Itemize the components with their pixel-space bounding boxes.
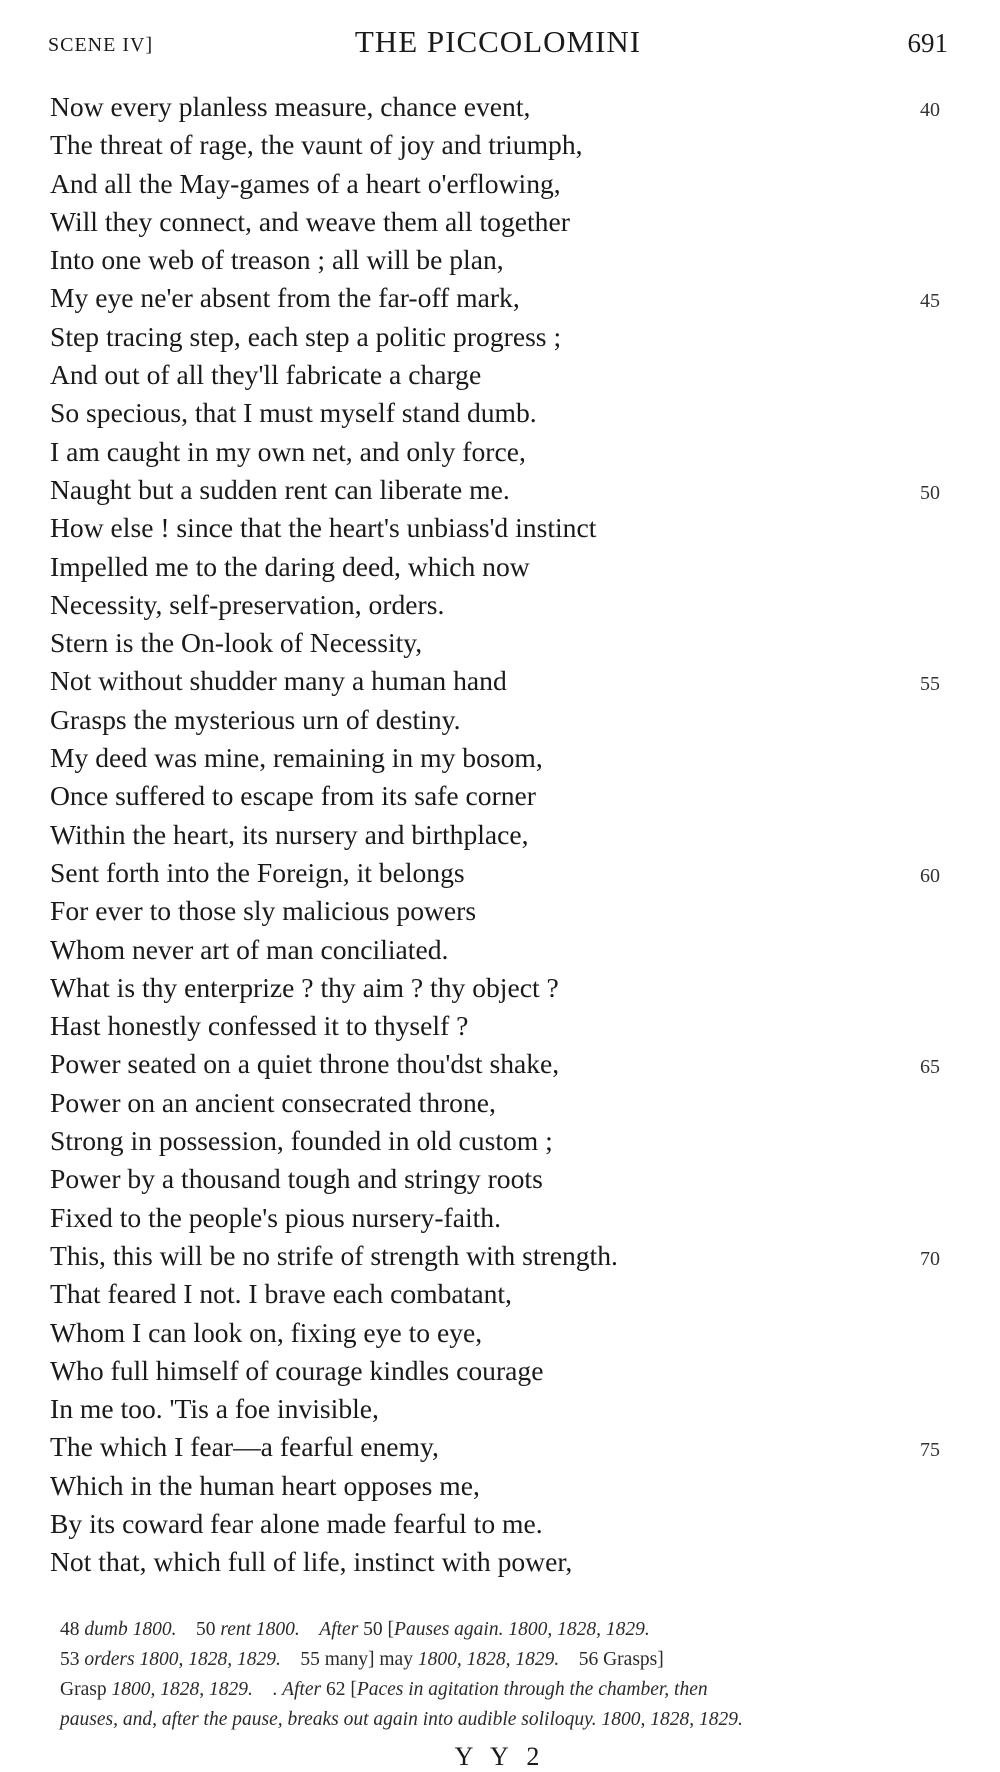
verse-line [50, 1352, 950, 1390]
note-text: pauses, and, after the pause, breaks out again into audible soliloquy. 1800, 1828, 1829. [60, 1709, 743, 1730]
page-number: 691 [907, 28, 948, 58]
verse-text: Impelled me to the daring deed, which now [50, 550, 530, 582]
line-number: 40 [920, 99, 940, 121]
note-line [60, 1675, 960, 1705]
verse-text: By its coward fear alone made fearful to me. [50, 1507, 543, 1539]
verse-text: Not without shudder many a human hand [50, 665, 507, 697]
verse-line [50, 1237, 950, 1275]
line-number: 55 [920, 673, 940, 696]
line-number: 65 [920, 1056, 940, 1079]
verse-line [50, 624, 950, 662]
verse-line [50, 1467, 950, 1505]
verse-text: Power seated on a quiet throne thou'dst shake, [50, 1048, 560, 1080]
verse-line [50, 1084, 950, 1122]
note-text: Pauses again. 1800, 1828, 1829. [394, 1619, 650, 1640]
verse-line [50, 816, 950, 854]
verse-text: Once suffered to escape from its safe corner [50, 780, 536, 812]
verse-line [50, 1122, 950, 1160]
verse-line [50, 394, 950, 432]
note-text: orders 1800, 1828, 1829. [84, 1649, 281, 1670]
verse-text: For ever to those sly malicious powers [50, 895, 477, 927]
verse-text: Whom never art of man conciliated. [50, 933, 449, 965]
verse-text: Strong in possession, founded in old custom ; [50, 1125, 553, 1157]
verse-line [50, 356, 950, 394]
verse-line [50, 548, 950, 586]
verse-line [50, 739, 950, 777]
verse-line [50, 586, 950, 624]
note-line [60, 1705, 960, 1735]
note-text: dumb 1800. [84, 1619, 177, 1640]
verse-text: Who full himself of courage kindles courage [50, 1354, 544, 1386]
note-text: 56 Grasps] [559, 1649, 664, 1670]
verse-text: Into one web of treason ; all will be plan, [50, 244, 504, 276]
verse-text: Step tracing step, each step a politic progress ; [50, 320, 562, 352]
verse-line [50, 1007, 950, 1045]
verse-text: Which in the human heart opposes me, [50, 1469, 480, 1501]
verse-text: I am caught in my own net, and only force, [50, 435, 526, 467]
verse-text: And all the May-games of a heart o'erflowing, [50, 167, 561, 199]
note-text [300, 1619, 320, 1640]
page-header [48, 24, 948, 64]
verse-text: My deed was mine, remaining in my bosom, [50, 742, 543, 774]
note-text: 55 many] may [280, 1649, 418, 1670]
verse-text: This, this will be no strife of strength with strength. [50, 1239, 618, 1271]
verse-text: And out of all they'll fabricate a charge [50, 359, 482, 391]
verse-line [50, 931, 950, 969]
verse-text: That feared I not. I brave each combatant, [50, 1278, 512, 1310]
verse-text: Sent forth into the Foreign, it belongs [50, 856, 465, 888]
verse-text: Power by a thousand tough and stringy roots [50, 1163, 543, 1195]
verse-line [50, 471, 950, 509]
verse-text: My eye ne'er absent from the far-off mark, [50, 282, 520, 314]
verse-line [50, 509, 950, 547]
verse-text: Stern is the On-look of Necessity, [50, 627, 423, 659]
printer-signature: Y Y 2 [454, 1742, 546, 1771]
verse-line [50, 701, 950, 739]
note-line [60, 1615, 960, 1645]
note-text: 62 [ [321, 1679, 357, 1700]
verse-text: The threat of rage, the vaunt of joy and triumph, [50, 129, 583, 161]
verse-line [50, 1160, 950, 1198]
note-text: 1800, 1828, 1829. [417, 1649, 560, 1670]
verse-text: Hast honestly confessed it to thyself ? [50, 1010, 469, 1042]
textual-notes [60, 1615, 960, 1735]
verse-line [50, 1543, 950, 1581]
verse-text: The which I fear—a fearful enemy, [50, 1431, 439, 1463]
verse-text: What is thy enterprize ? thy aim ? thy object ? [50, 971, 559, 1003]
note-text: After [319, 1619, 359, 1640]
note-text: 50 [ [358, 1619, 395, 1640]
note-text: . [252, 1679, 283, 1700]
verse-line [50, 88, 950, 126]
verse-line [50, 969, 950, 1007]
note-text: rent 1800. [220, 1619, 300, 1640]
note-text: 50 [176, 1619, 221, 1640]
line-number: 60 [920, 864, 940, 887]
verse-line [50, 241, 950, 279]
verse-text: In me too. 'Tis a foe invisible, [50, 1393, 379, 1425]
verse-text: Fixed to the people's pious nursery-faith. [50, 1201, 501, 1233]
verse-line [50, 777, 950, 815]
verse-line [50, 1505, 950, 1543]
verse-line [50, 1428, 950, 1466]
verse-text: Will they connect, and weave them all together [50, 205, 570, 237]
verse-text: Grasps the mysterious urn of destiny. [50, 703, 461, 735]
line-number: 50 [920, 481, 940, 504]
verse-line [50, 1045, 950, 1083]
verse-line [50, 1275, 950, 1313]
verse-text: How else ! since that the heart's unbiass'd instinct [50, 512, 597, 544]
verse-text: Necessity, self-preservation, orders. [50, 588, 445, 620]
line-number: 70 [920, 1247, 940, 1270]
verse-text: Within the heart, its nursery and birthplace, [50, 818, 529, 850]
verse-line [50, 433, 950, 471]
verse-text: Naught but a sudden rent can liberate me. [50, 473, 510, 505]
running-head-title: THE PICCOLOMINI [354, 24, 642, 59]
verse-line [50, 854, 950, 892]
verse-text: So specious, that I must myself stand dumb. [50, 397, 537, 429]
verse-line [50, 1314, 950, 1352]
verse-line [50, 1199, 950, 1237]
running-head-scene: SCENE IV] [48, 34, 154, 56]
note-text: 1800, 1828, 1829. [111, 1679, 253, 1700]
verse-line [50, 203, 950, 241]
note-line [60, 1645, 960, 1675]
verse-block [50, 88, 950, 1582]
verse-text: Power on an ancient consecrated throne, [50, 1086, 496, 1118]
note-text: Paces in agitation through the chamber, then [356, 1679, 708, 1700]
verse-line [50, 126, 950, 164]
verse-line [50, 318, 950, 356]
note-text: 53 [60, 1649, 85, 1670]
verse-line [50, 662, 950, 700]
verse-text: Whom I can look on, fixing eye to eye, [50, 1316, 483, 1348]
note-text: After [282, 1679, 322, 1700]
note-text: Grasp [60, 1679, 112, 1700]
verse-text: Now every planless measure, chance event, [50, 91, 531, 122]
verse-line [50, 279, 950, 317]
verse-line [50, 1390, 950, 1428]
line-number: 45 [920, 290, 940, 313]
verse-line [50, 892, 950, 930]
note-text: 48 [60, 1619, 85, 1640]
verse-text: Not that, which full of life, instinct with power, [50, 1546, 573, 1578]
verse-line [50, 165, 950, 203]
line-number: 75 [920, 1439, 940, 1462]
